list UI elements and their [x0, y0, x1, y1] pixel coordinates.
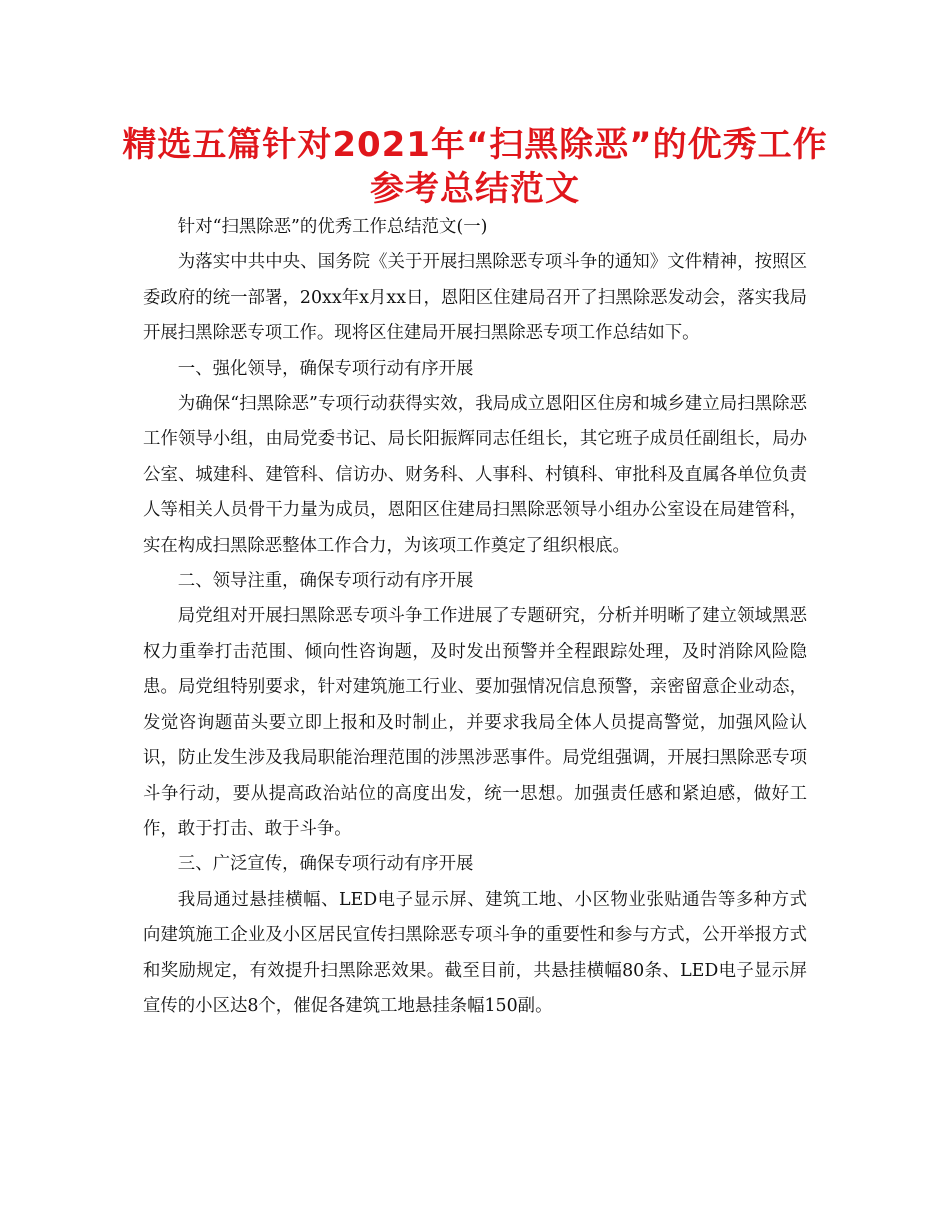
body-paragraph: 为落实中共中央、国务院《关于开展扫黑除恶专项斗争的通知》文件精神，按照区委政府的统一部署，20xx年x月xx日，恩阳区住建局召开了扫黑除恶发动会，落实我局开展扫黑除恶专项工作。现将区住建局开展扫黑除恶专项工作总结如下。	[143, 252, 807, 344]
document-title-line-1: 精选五篇针对2021年“扫黑除恶”的优秀工作	[122, 125, 828, 165]
document-body	[143, 210, 807, 1024]
body-paragraph: 局党组对开展扫黑除恶专项斗争工作进展了专题研究，分析并明晰了建立领域黑恶权力重拳打击范围、倾向性咨询题，及时发出预警并全程跟踪处理，及时消除风险隐患。局党组特别要求，针对建筑施工行业、要加强情况信息预警，亲密留意企业动态，发觉咨询题苗头要立即上报和及时制止，并要求我局全体人员提高警觉，加强风险认识，防止发生涉及我局职能治理范围的涉黑涉恶事件。局党组强调，开展扫黑除恶专项斗争行动，要从提高政治站位的高度出发，统一思想。加强责任感和紧迫感，做好工作，敢于打击、敢于斗争。	[143, 606, 807, 839]
section-heading: 针对“扫黑除恶”的优秀工作总结范文(一)	[177, 217, 488, 237]
section-heading: 二、领导注重，确保专项行动有序开展	[177, 571, 474, 592]
section-heading: 一、强化领导，确保专项行动有序开展	[177, 358, 474, 379]
body-paragraph: 我局通过悬挂横幅、LED电子显示屏、建筑工地、小区物业张贴通告等多种方式向建筑施工企业及小区居民宣传扫黑除恶专项斗争的重要性和参与方式，公开举报方式和奖励规定，有效提升扫黑除恶效果。截至目前，共悬挂横幅80条、LED电子显示屏宣传的小区达8个，催促各建筑工地悬挂条幅150副。	[143, 889, 807, 1016]
body-paragraph: 为确保“扫黑除恶”专项行动获得实效，我局成立恩阳区住房和城乡建立局扫黑除恶工作领导小组，由局党委书记、局长阳振辉同志任组长，其它班子成员任副组长，局办公室、城建科、建管科、信访办、财务科、人事科、村镇科、审批科及直属各单位负责人等相关人员骨干力量为成员，恩阳区住建局扫黑除恶领导小组办公室设在局建管科，实在构成扫黑除恶整体工作合力，为该项工作奠定了组织根底。	[143, 394, 807, 556]
section-heading: 三、广泛宣传，确保专项行动有序开展	[177, 854, 474, 875]
document-title-line-2: 参考总结范文	[370, 169, 580, 209]
